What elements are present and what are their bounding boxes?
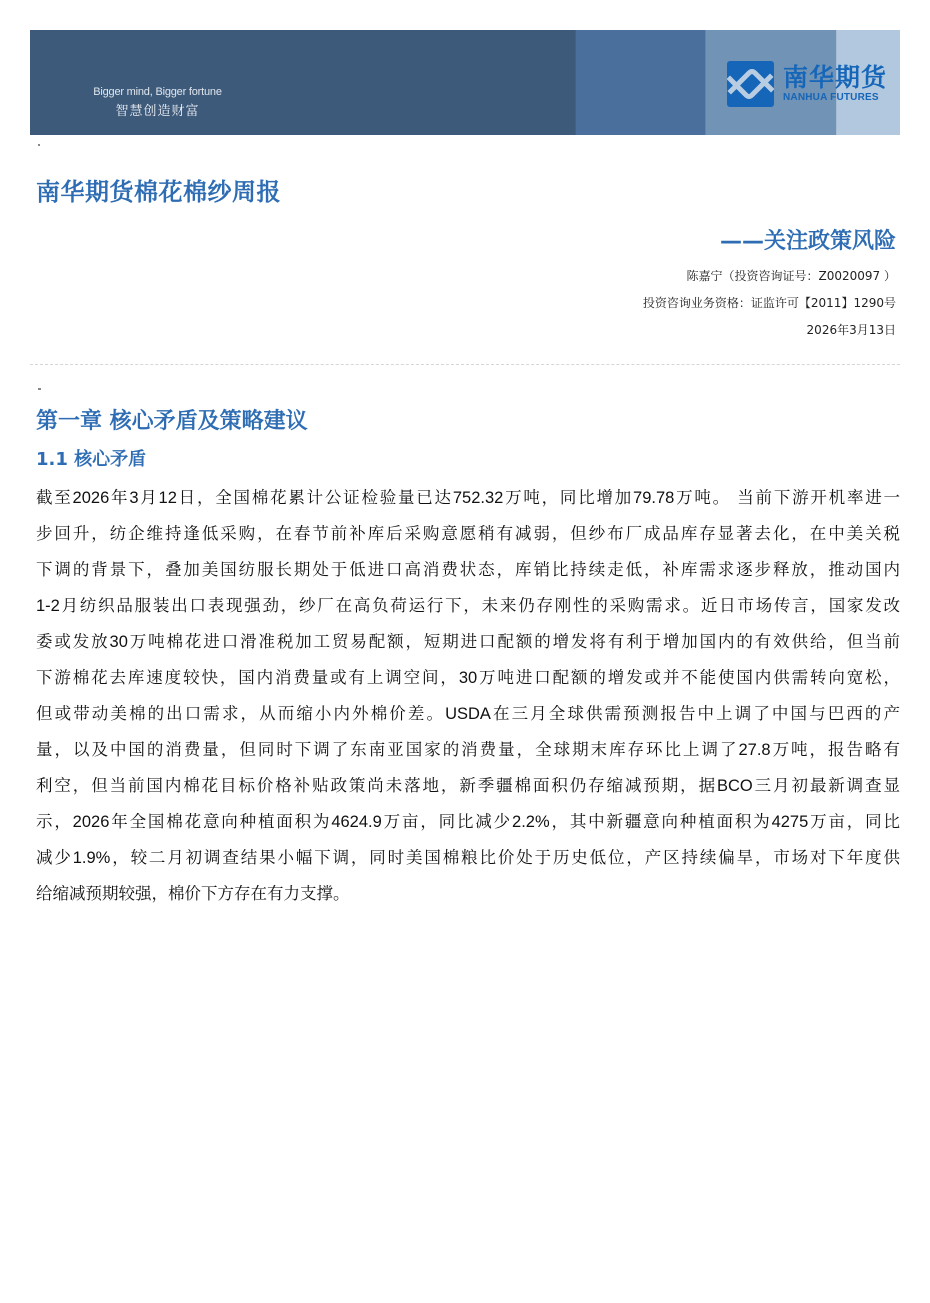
chapter-title: 第一章 核心矛盾及策略建议 [36, 409, 308, 434]
logo-chinese-name: 南华期货 [783, 63, 888, 92]
body-line: 1-2月纺织品服装出口表现强劲，纱厂在高负荷运行下，未来仍存刚性的采购需求。近日市场传言，国家发改 [36, 597, 900, 615]
page-mark [38, 144, 40, 146]
body-line: 截至2026年3月12日，全国棉花累计公证检验量已达752.32万吨，同比增加79.78万吨。 当前下游开机率进一 [36, 489, 900, 507]
banner-mid-segment [575, 30, 705, 135]
body-line: 示，2026年全国棉花意向种植面积为4624.9万亩，同比减少2.2%，其中新疆意向种植面积为4275万亩，同比 [36, 813, 900, 831]
body-line: 下调的背景下，叠加美国纺服长期处于低进口高消费状态，库销比持续走低，补库需求逐步释放，推动国内 [36, 561, 900, 579]
body-line: 步回升，纺企维持逢低采购，在春节前补库后采购意愿稍有减弱，但纱布厂成品库存显著去化，在中美关税 [36, 525, 900, 543]
nanhua-logo-mark-icon [727, 61, 774, 107]
slogan-english: Bigger mind, Bigger fortune [93, 86, 222, 98]
slogan-chinese: 智慧创造财富 [115, 104, 200, 119]
report-date: 2026年3月13日 [806, 323, 896, 337]
divider [30, 364, 900, 365]
author-info: 陈嘉宁（投资咨询证号：Z0020097 ） [686, 269, 896, 283]
body-line: 量，以及中国的消费量，但同时下调了东南亚国家的消费量，全球期末库存环比上调了27.8万吨，报告略有 [36, 741, 900, 759]
body-line: 委或发放30万吨棉花进口滑准税加工贸易配额，短期进口配额的增发将有利于增加国内的有效供给，但当前 [36, 633, 900, 651]
nanhua-logo [727, 61, 887, 107]
body-line: 下游棉花去库速度较快，国内消费量或有上调空间，30万吨进口配额的增发或并不能使国内供需转向宽松， [36, 669, 900, 687]
section-body [36, 482, 900, 914]
section-title: 1.1 核心矛盾 [36, 449, 147, 470]
body-line: 但或带动美棉的出口需求，从而缩小内外棉价差。USDA在三月全球供需预测报告中上调了中国与巴西的产 [36, 705, 900, 723]
report-subtitle: ——关注政策风险 [719, 229, 896, 254]
slogan [30, 86, 285, 119]
logo-text [783, 64, 887, 104]
body-line: 利空，但当前国内棉花目标价格补贴政策尚未落地，新季疆棉面积仍存缩减预期，据BCO三月初最新调查显 [36, 777, 900, 795]
body-line: 减少1.9%，较二月初调查结果小幅下调，同时美国棉粮比价处于历史低位，产区持续偏旱，市场对下年度供 [36, 849, 900, 867]
banner-dark-segment [30, 30, 575, 135]
body-line: 给缩减预期较强，棉价下方存在有力支撑。 [36, 885, 350, 903]
license-info: 投资咨询业务资格：证监许可【2011】1290号 [642, 296, 896, 310]
page-mark [38, 388, 41, 390]
logo-english-name: NANHUA FUTURES [783, 92, 879, 103]
report-title: 南华期货棉花棉纱周报 [36, 178, 281, 206]
header-banner [30, 30, 900, 135]
